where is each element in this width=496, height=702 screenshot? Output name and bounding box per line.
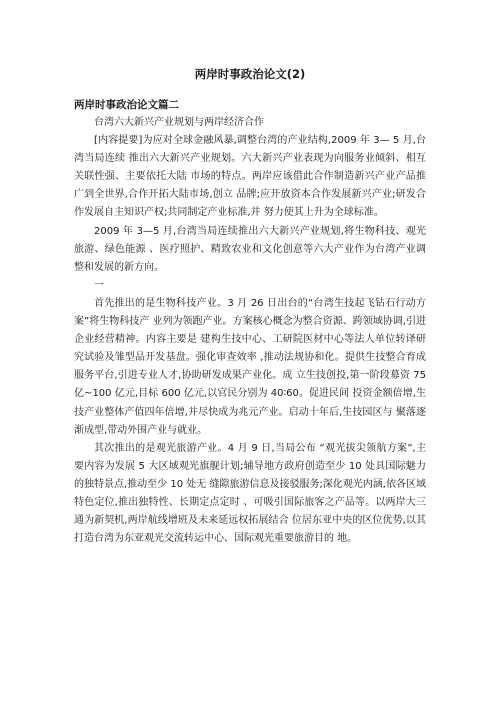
paragraph-biotech: 首先推出的是生物科技产业。3 月 26 日出台的“台湾生技起飞钻石行动方案”将生物科技产 业列为领跑产业。方案核心概念为整合资源、跨领域协调,引进企业经营精神。内容主要是 建构生技中心、工研院医材中心等法人单位转译研究试验及雏型品开发基盘。强化审查效率 ,推动法规协和化。提供生技整合育成服务平台,引进专业人才,协助研发成果产业化。成 立生技创投,第一阶段募资 75 亿~100 亿元,目标 600 亿元,以官民分别为 40∶60。促进民间 投资金额倍增,生技产业整体产值四年倍增,并尽快成为兆元产业。启动十年后,生技园区与 聚落逐渐成型,带动外围产业与就业。 <box>74 297 426 436</box>
paragraph-intro: 2009 年 3—5 月,台湾当局连续推出六大新兴产业规划,将生物科技、观光旅游、绿色能源 、医疗照护、精致农业和文化创意等六大产业作为台湾产业调整和发展的新方向。 <box>74 225 426 273</box>
paragraph-subtitle: 台湾六大新兴产业规划与两岸经济合作 <box>94 117 264 128</box>
document-title: 两岸时事政治论文(2) <box>194 67 306 81</box>
section-heading: 两岸时事政治论文篇二 <box>74 99 179 111</box>
paragraph-abstract: [内容提要]为应对全球金融风暴,调整台湾的产业结构,2009 年 3— 5 月,台湾当局连续 推出六大新兴产业规划。六大新兴产业表现为向服务业倾斜、相互关联性强、主要依托大陆 市场的特点。两岸应该借此合作制造新兴产业产品推广到全世界,合作开拓大陆市场,创立 品牌;应开放资本合作发展新兴产业;研发合作发展自主知识产权;共同制定产业标准,并 努力使其上升为全球标准。 <box>74 135 426 219</box>
paragraph-tourism: 其次推出的是观光旅游产业。4 月 9 日,当局公布 “观光拔尖领航方案”,主要内容为发展 5 大区域观光旗舰计划;辅导地方政府创造至少 10 处具国际魅力的独特景点,推动至少 10 处无 缝隙旅游信息及接驳服务;深化观光内涵,依各区域特色定位,推出独特性、长期定点定时 、可吸引国际旅客之产品等。以两岸大三通为新契机,两岸航线增班及未来延远权拓展结合 位居东亚中央的区位优势,以其打造台湾为东亚观光交流转运中心、国际观光重要旅游目的 地。 <box>74 442 426 545</box>
paragraph-section-number: 一 <box>94 279 104 291</box>
